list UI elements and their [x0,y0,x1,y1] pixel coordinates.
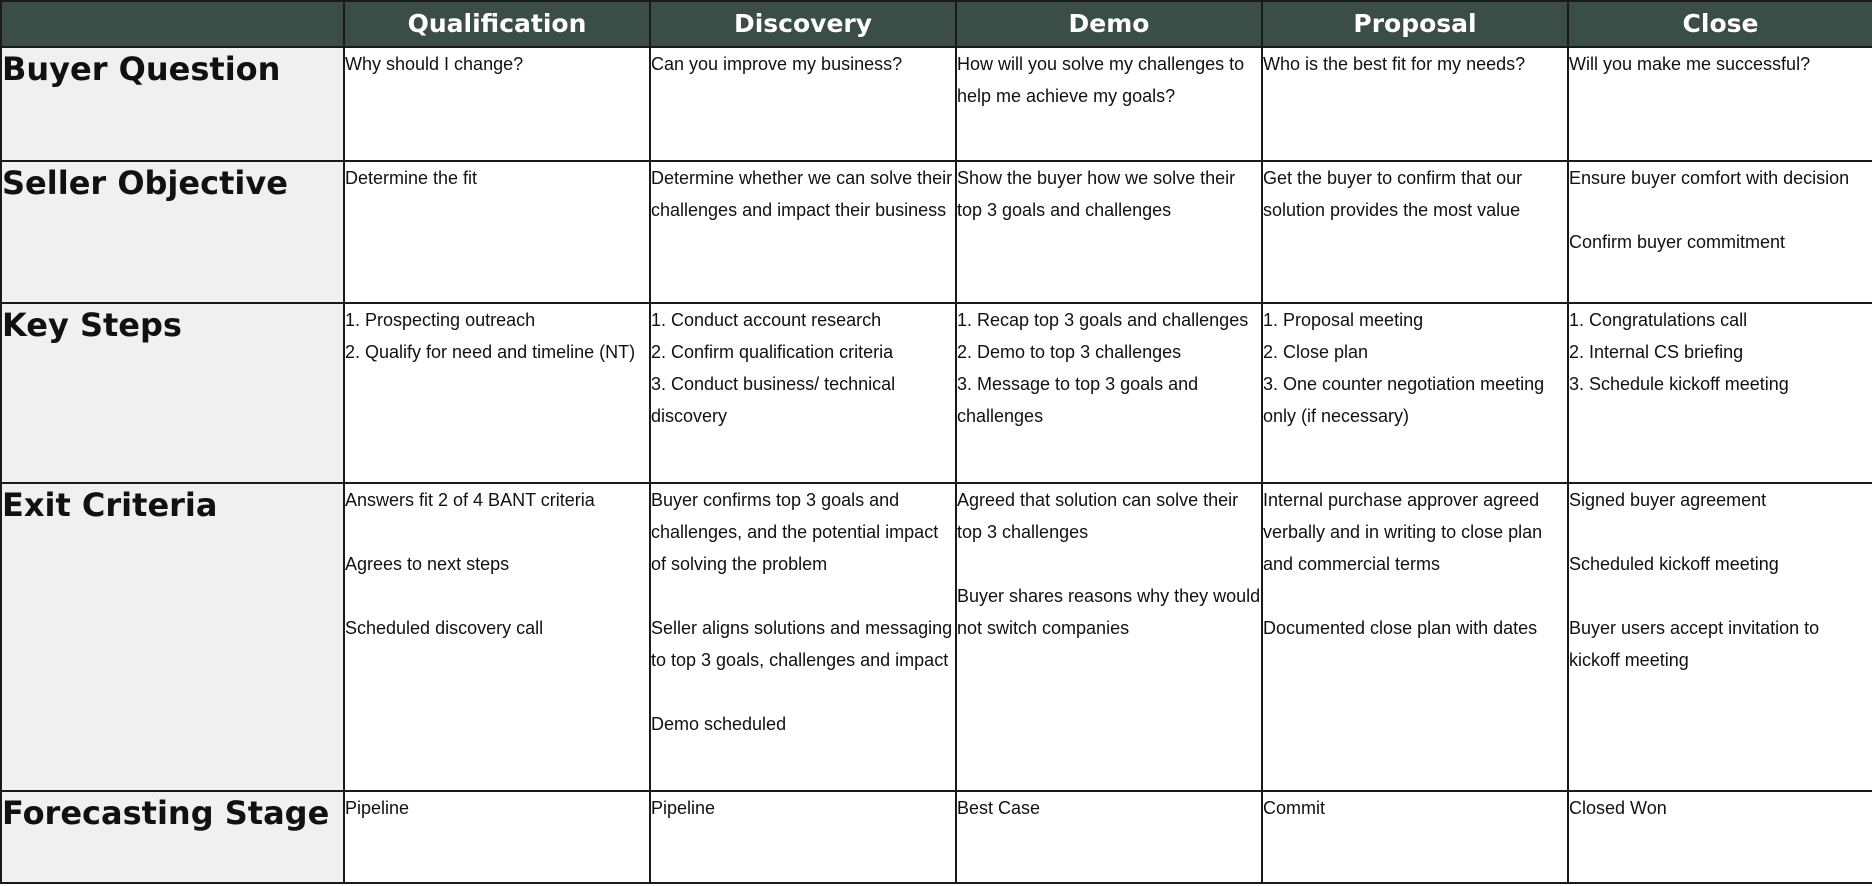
cell-text: How will you solve my challenges to help me achieve my goals? [957,54,1245,106]
cell-text: Will you make me successful? [1569,54,1811,74]
cell-close [1568,791,1872,883]
cell-qualification [344,483,650,791]
header-demo: Demo [956,1,1262,47]
cell-text: 1. Congratulations call [1569,310,1748,330]
cell-proposal [1262,791,1568,883]
cell-discovery [650,161,956,303]
cell-text: Pipeline [345,798,410,818]
cell-discovery [650,791,956,883]
cell-text: Agreed that solution can solve their top 3 challenges [957,490,1239,542]
cell-text: Confirm buyer commitment [1569,232,1786,252]
cell-text: Pipeline [651,798,716,818]
cell-qualification [344,791,650,883]
cell-spacer [345,580,649,612]
row-seller-objective [1,161,1872,303]
row-buyer-question [1,47,1872,161]
cell-close [1568,483,1872,791]
cell-text: 1. Conduct account research [651,310,882,330]
cell-text: 2. Demo to top 3 challenges [957,342,1182,362]
cell-text: 2. Internal CS briefing [1569,342,1744,362]
cell-proposal [1262,303,1568,483]
cell-discovery [650,47,956,161]
cell-proposal [1262,161,1568,303]
cell-text: Get the buyer to confirm that our solution provides the most value [1263,168,1523,220]
row-label: Exit Criteria [1,483,344,791]
cell-text: Internal purchase approver agreed verbally and in writing to close plan and commercial terms [1263,490,1543,574]
row-exit-criteria [1,483,1872,791]
cell-demo [956,161,1262,303]
cell-demo [956,47,1262,161]
header-proposal: Proposal [1262,1,1568,47]
cell-text: Show the buyer how we solve their top 3 goals and challenges [957,168,1236,220]
row-label: Forecasting Stage [1,791,344,883]
cell-qualification [344,303,650,483]
cell-text: Scheduled kickoff meeting [1569,554,1779,574]
cell-demo [956,303,1262,483]
cell-text: Best Case [957,798,1041,818]
cell-text: Determine whether we can solve their challenges and impact their business [651,168,953,220]
cell-text: Buyer users accept invitation to kickoff meeting [1569,618,1820,670]
cell-discovery [650,483,956,791]
cell-proposal [1262,47,1568,161]
cell-text: Documented close plan with dates [1263,618,1538,638]
cell-close [1568,47,1872,161]
cell-text: 1. Proposal meeting [1263,310,1424,330]
row-label: Buyer Question [1,47,344,161]
header-corner [1,1,344,47]
cell-text: Commit [1263,798,1325,818]
cell-text: 3. Message to top 3 goals and challenges [957,374,1199,426]
cell-qualification [344,161,650,303]
cell-spacer [651,676,955,708]
cell-text: Answers fit 2 of 4 BANT criteria [345,490,595,510]
cell-text: 3. Conduct business/ technical discovery [651,374,896,426]
header-qualification: Qualification [344,1,650,47]
cell-text: Why should I change? [345,54,524,74]
cell-qualification [344,47,650,161]
cell-spacer [957,548,1261,580]
header-close: Close [1568,1,1872,47]
cell-text: Buyer confirms top 3 goals and challenges, and the potential impact of solving the problem [651,490,939,574]
cell-text: 2. Qualify for need and timeline (NT) [345,342,636,362]
cell-spacer [345,516,649,548]
cell-text: 3. Schedule kickoff meeting [1569,374,1789,394]
cell-spacer [1569,580,1872,612]
cell-demo [956,483,1262,791]
cell-spacer [1263,580,1567,612]
header-discovery: Discovery [650,1,956,47]
row-label: Key Steps [1,303,344,483]
cell-text: Ensure buyer comfort with decision [1569,168,1850,188]
cell-text: Determine the fit [345,168,478,188]
cell-text: 3. One counter negotiation meeting only (if necessary) [1263,374,1545,426]
cell-close [1568,303,1872,483]
cell-text: 1. Prospecting outreach [345,310,536,330]
cell-text: Demo scheduled [651,714,787,734]
cell-text: Buyer shares reasons why they would not switch companies [957,586,1261,638]
cell-text: Agrees to next steps [345,554,510,574]
header-row [1,1,1872,47]
cell-text: Can you improve my business? [651,54,903,74]
cell-spacer [1569,516,1872,548]
cell-spacer [1569,194,1872,226]
cell-text: 1. Recap top 3 goals and challenges [957,310,1249,330]
cell-text: Seller aligns solutions and messaging to top 3 goals, challenges and impact [651,618,953,670]
cell-text: Who is the best fit for my needs? [1263,54,1526,74]
cell-proposal [1262,483,1568,791]
cell-text: 2. Confirm qualification criteria [651,342,894,362]
cell-discovery [650,303,956,483]
cell-demo [956,791,1262,883]
cell-text: Scheduled discovery call [345,618,544,638]
row-label: Seller Objective [1,161,344,303]
cell-text: 2. Close plan [1263,342,1369,362]
cell-text: Signed buyer agreement [1569,490,1767,510]
row-forecasting-stage [1,791,1872,883]
row-key-steps [1,303,1872,483]
cell-text: Closed Won [1569,798,1667,818]
cell-close [1568,161,1872,303]
cell-spacer [651,580,955,612]
